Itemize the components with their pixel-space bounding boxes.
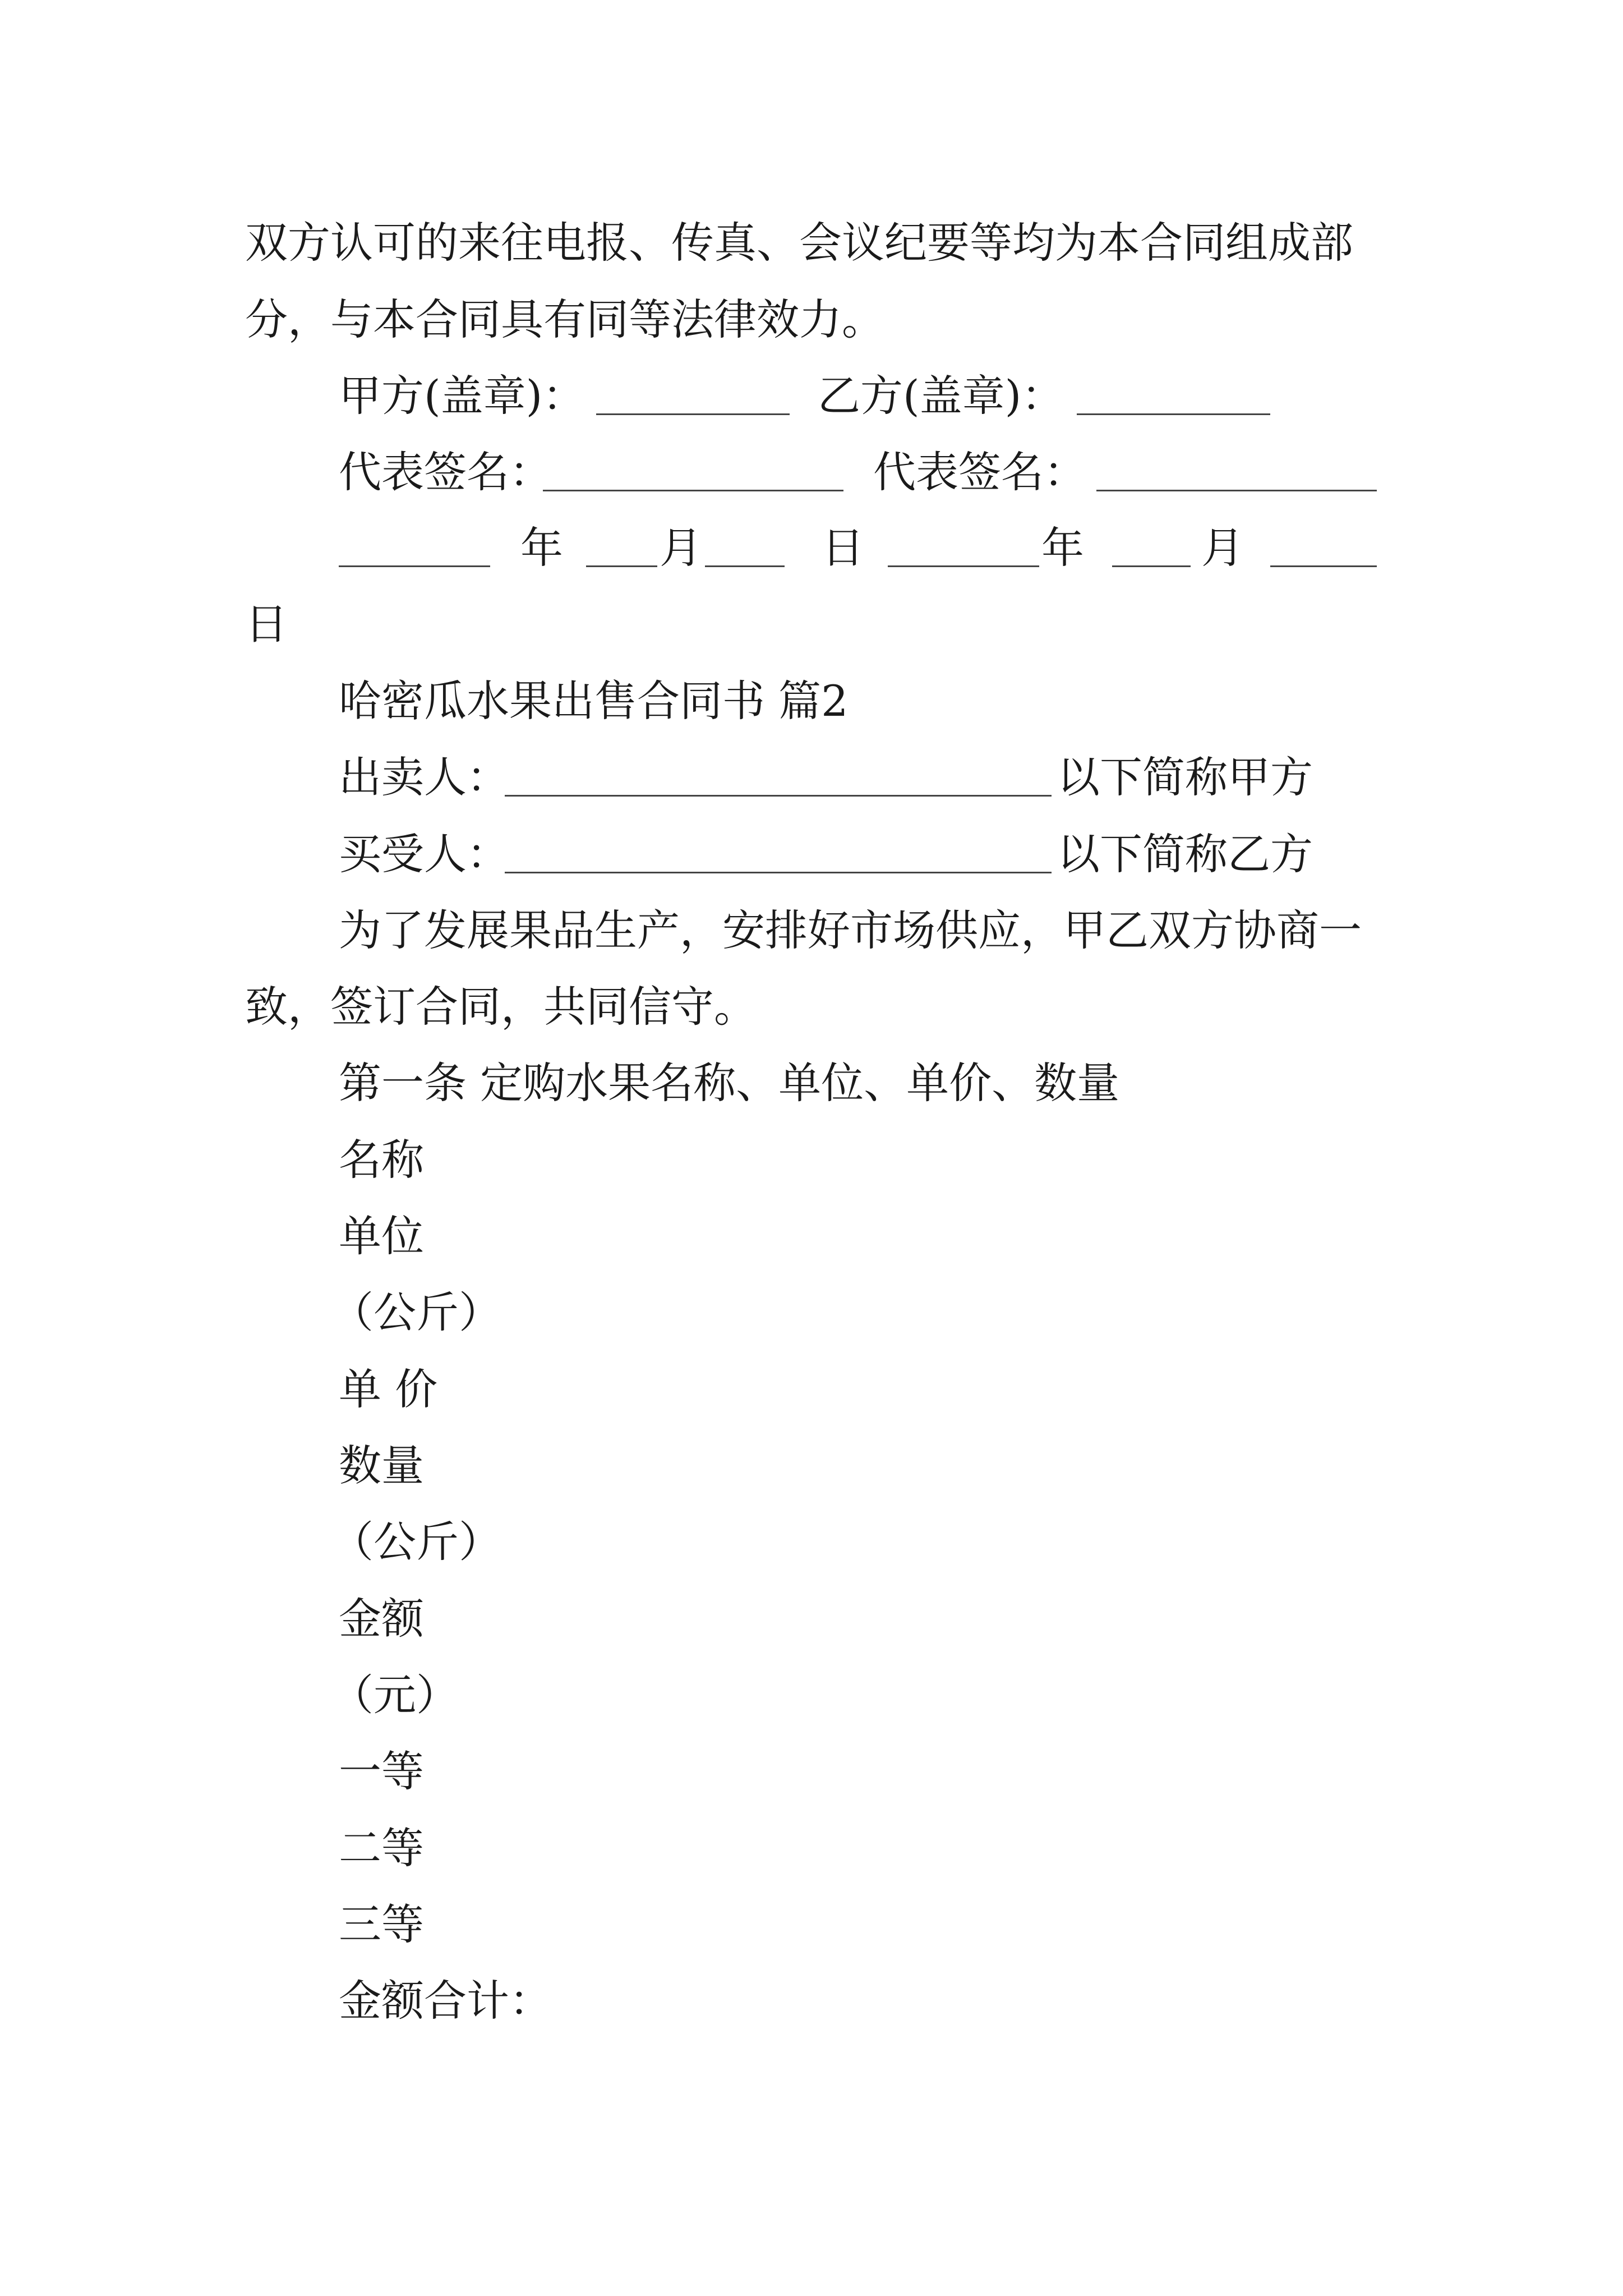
day-a-label: 日 bbox=[822, 523, 864, 573]
date-line-continued bbox=[0, 593, 1623, 655]
list-item bbox=[0, 1664, 1623, 1726]
seller-blank[interactable] bbox=[505, 795, 1052, 797]
field-unit: 单位 bbox=[339, 1211, 424, 1261]
seller-line bbox=[0, 747, 1623, 808]
list-item bbox=[0, 1741, 1623, 1802]
party-b-seal-label: 乙方(盖章)： bbox=[818, 371, 1064, 421]
day-b-blank[interactable] bbox=[1270, 565, 1377, 567]
list-item bbox=[0, 1435, 1623, 1497]
signature-line bbox=[0, 441, 1623, 503]
rep-sign-b-label: 代表签名： bbox=[873, 447, 1086, 497]
rep-sign-a-label: 代表签名： bbox=[339, 447, 552, 497]
year-b-label: 年 bbox=[1041, 523, 1084, 573]
paragraph-line bbox=[0, 212, 1623, 274]
field-quantity: 数量 bbox=[339, 1441, 424, 1490]
party-a-seal-label: 甲方(盖章)： bbox=[339, 371, 585, 421]
rep-sign-a-blank[interactable] bbox=[543, 490, 843, 491]
amount-unit-yuan: （元） bbox=[331, 1670, 459, 1720]
seller-suffix: 以下简称甲方 bbox=[1057, 752, 1313, 802]
paragraph-line bbox=[0, 289, 1623, 351]
body-text: 为了发展果品生产，安排好市场供应，甲乙双方协商一 bbox=[339, 905, 1362, 955]
list-item bbox=[0, 1282, 1623, 1343]
day-b-label: 日 bbox=[245, 599, 288, 649]
body-text: 致，签订合同，共同信守。 bbox=[245, 982, 757, 1032]
contract-title: 哈密瓜水果出售合同书 篇2 bbox=[339, 676, 849, 726]
list-item bbox=[0, 1129, 1623, 1191]
field-name: 名称 bbox=[339, 1135, 424, 1185]
date-line bbox=[0, 517, 1623, 579]
month-b-blank[interactable] bbox=[1112, 565, 1191, 567]
list-item bbox=[0, 1894, 1623, 1955]
list-item bbox=[0, 1511, 1623, 1573]
buyer-blank[interactable] bbox=[505, 872, 1052, 873]
year-a-blank[interactable] bbox=[339, 565, 490, 567]
grade-first: 一等 bbox=[339, 1746, 424, 1796]
list-item bbox=[0, 1970, 1623, 2032]
list-item bbox=[0, 1205, 1623, 1267]
section-title bbox=[0, 670, 1623, 732]
grade-third: 三等 bbox=[339, 1899, 424, 1949]
field-unit-price: 单 价 bbox=[339, 1364, 438, 1414]
seller-label: 出卖人： bbox=[339, 752, 509, 802]
day-a-blank[interactable] bbox=[705, 565, 785, 567]
month-a-label: 月 bbox=[660, 523, 702, 573]
quantity-unit-kg: （公斤） bbox=[331, 1517, 501, 1567]
field-amount: 金额 bbox=[339, 1594, 424, 1644]
party-a-seal-blank[interactable] bbox=[596, 413, 790, 415]
body-text: 分，与本合同具有同等法律效力。 bbox=[245, 295, 884, 344]
paragraph-line bbox=[0, 976, 1623, 1038]
total-amount-label: 金额合计： bbox=[339, 1976, 552, 2026]
seal-line bbox=[0, 365, 1623, 427]
buyer-suffix: 以下简称乙方 bbox=[1057, 829, 1313, 879]
list-item bbox=[0, 1818, 1623, 1879]
list-item bbox=[0, 1359, 1623, 1420]
grade-second: 二等 bbox=[339, 1823, 424, 1873]
list-item bbox=[0, 1588, 1623, 1650]
party-b-seal-blank[interactable] bbox=[1077, 413, 1270, 415]
rep-sign-b-blank[interactable] bbox=[1096, 490, 1377, 491]
buyer-line bbox=[0, 823, 1623, 885]
body-text: 双方认可的来往电报、传真、会议纪要等均为本合同组成部 bbox=[245, 218, 1353, 268]
month-b-label: 月 bbox=[1201, 523, 1244, 573]
paragraph-line bbox=[0, 900, 1623, 961]
year-a-label: 年 bbox=[520, 523, 563, 573]
article-heading bbox=[0, 1052, 1623, 1114]
year-b-blank[interactable] bbox=[888, 565, 1039, 567]
article-one-title: 第一条 定购水果名称、单位、单价、数量 bbox=[339, 1058, 1120, 1108]
unit-kg: （公斤） bbox=[331, 1287, 501, 1337]
month-a-blank[interactable] bbox=[586, 565, 657, 567]
buyer-label: 买受人： bbox=[339, 829, 509, 879]
